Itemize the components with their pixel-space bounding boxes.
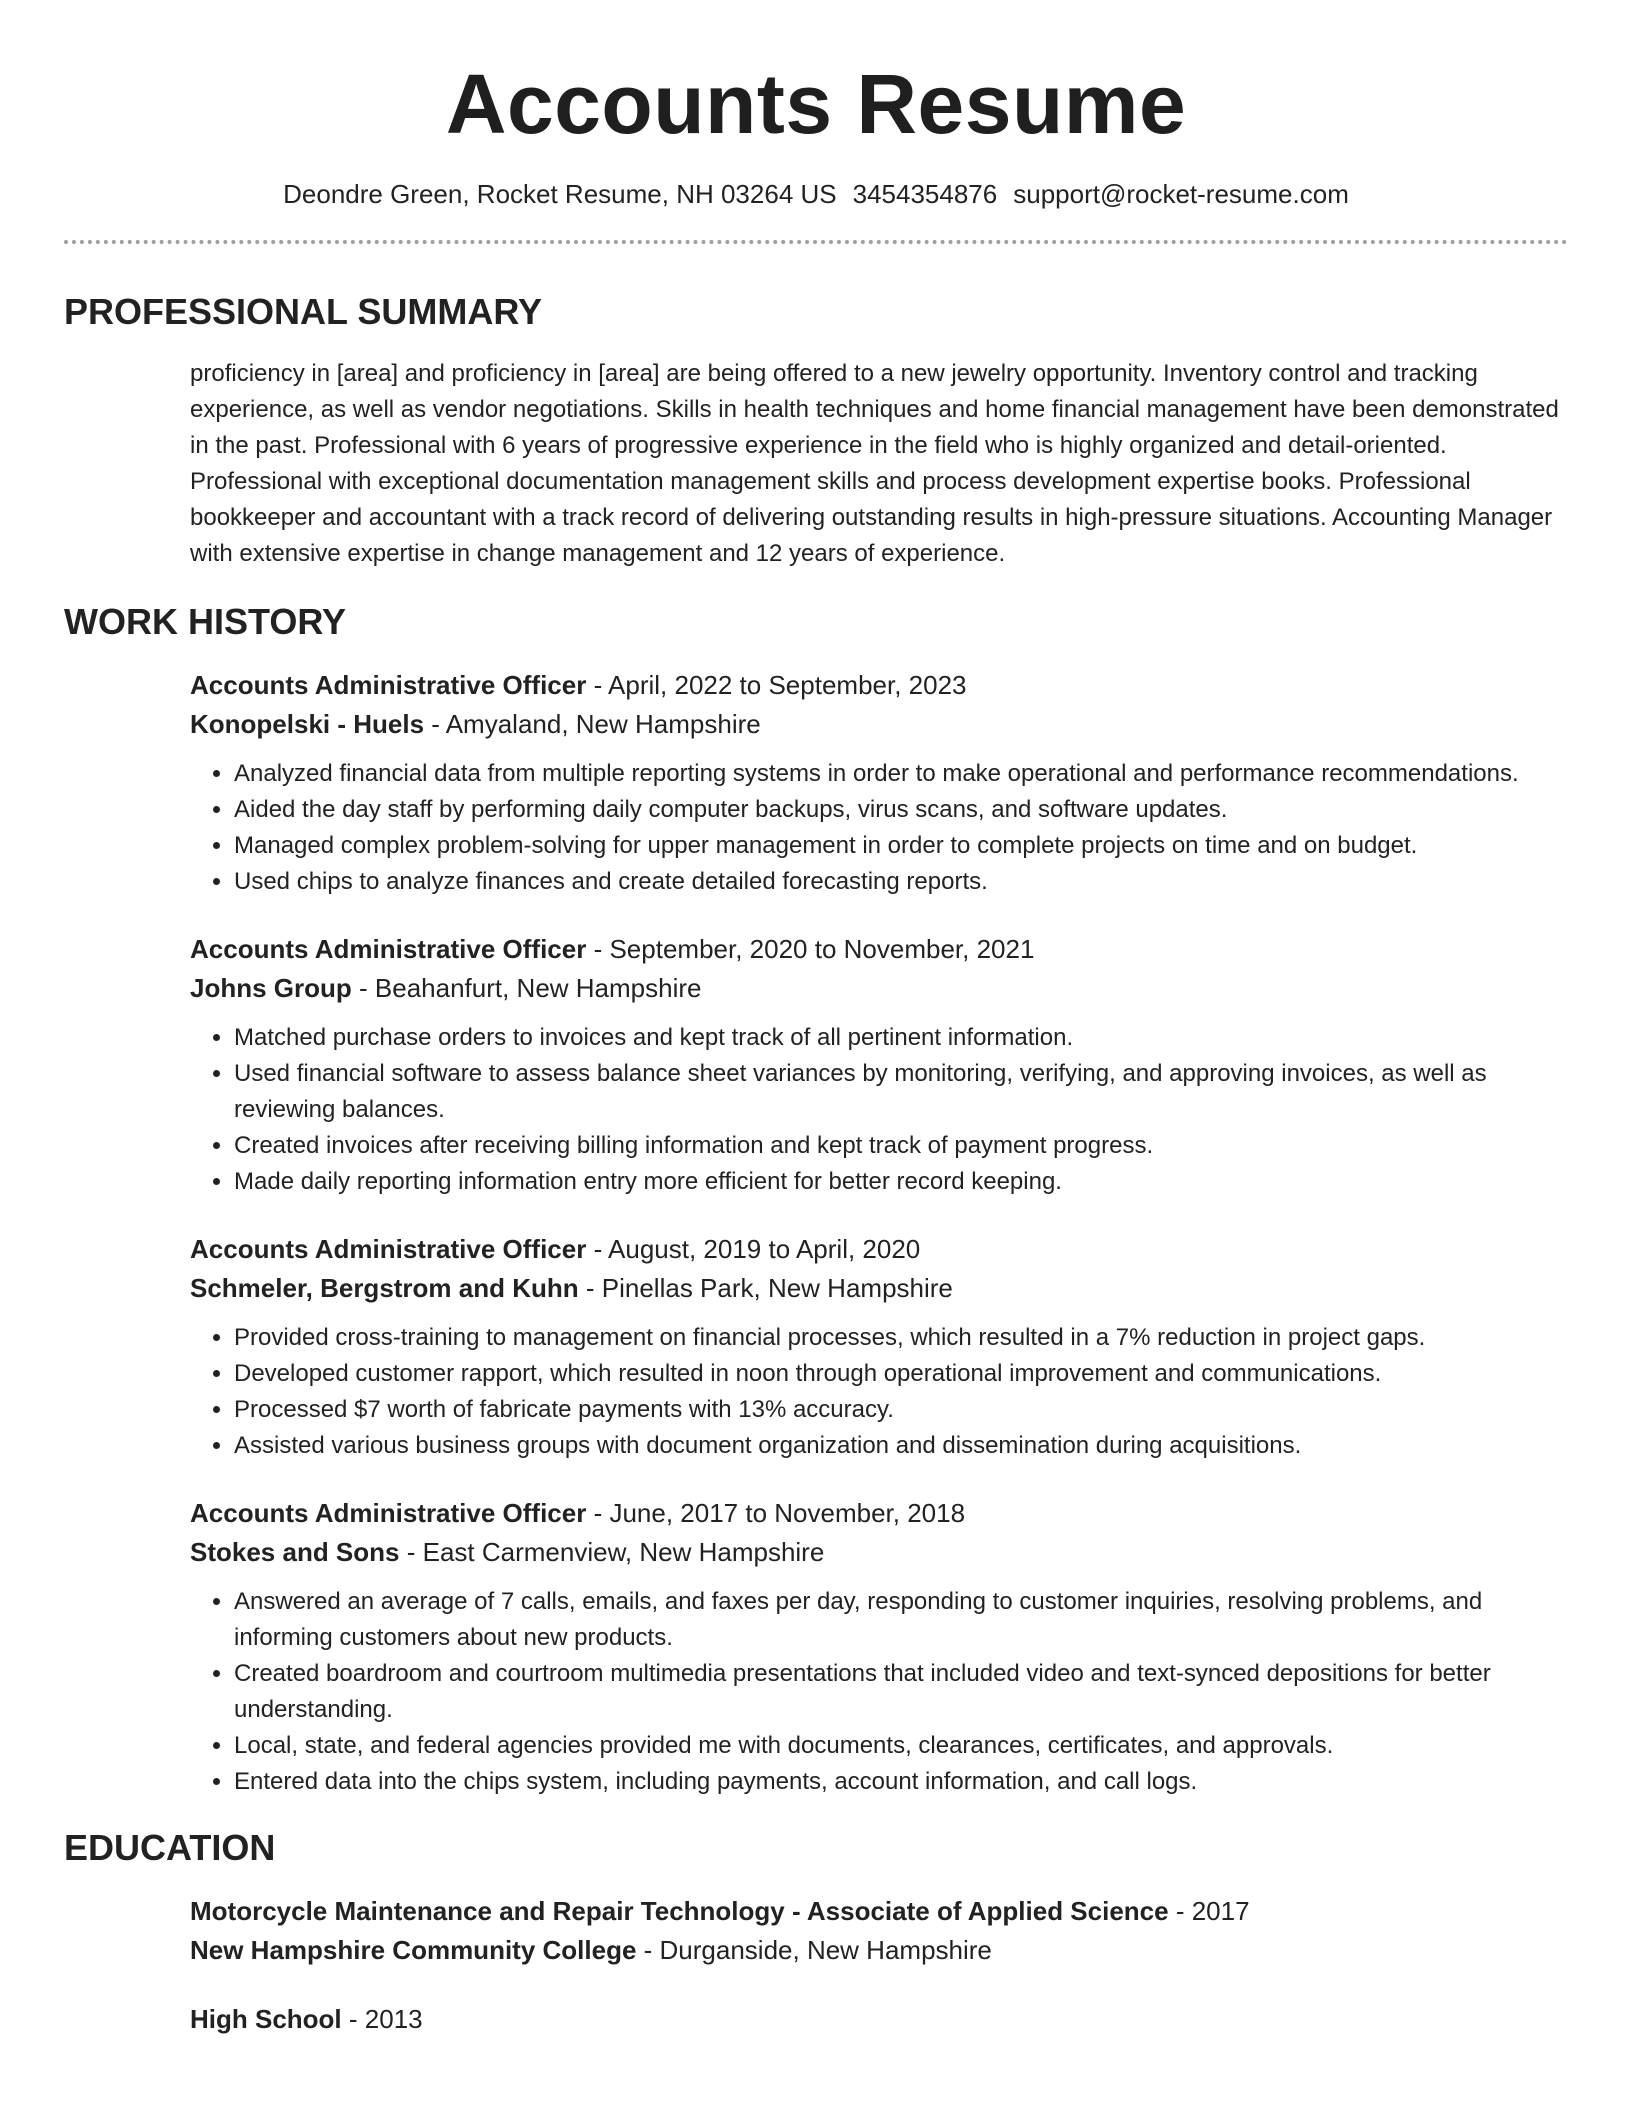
job-location: - East Carmenview, New Hampshire (399, 1537, 825, 1567)
job-bullets (190, 1020, 1568, 1200)
job-title-line (190, 1230, 1568, 1269)
job-company-line (190, 1533, 1568, 1572)
summary-heading: PROFESSIONAL SUMMARY (64, 291, 543, 332)
job-company: Konopelski - Huels (190, 709, 425, 739)
job-location: - Beahanfurt, New Hampshire (351, 973, 702, 1003)
job-entry (190, 666, 1568, 900)
job-company: Johns Group (190, 973, 352, 1003)
job-title: Accounts Administrative Officer (190, 934, 587, 964)
education-degree-line (190, 2000, 1568, 2039)
education-heading: EDUCATION (64, 1827, 276, 1868)
job-company: Schmeler, Bergstrom and Kuhn (190, 1273, 579, 1303)
job-company: Stokes and Sons (190, 1537, 400, 1567)
job-entry (190, 930, 1568, 1200)
contact-line (64, 178, 1568, 210)
job-bullet: • Made daily reporting information entry more efficient for better record keeping. (234, 1164, 1568, 1200)
job-dates: - September, 2020 to November, 2021 (586, 934, 1035, 964)
job-bullets (190, 1584, 1568, 1800)
education-degree: Motorcycle Maintenance and Repair Technology - Associate of Applied Science (190, 1896, 1169, 1926)
job-bullets (190, 756, 1568, 900)
job-title-line (190, 1494, 1568, 1533)
job-company-line (190, 1269, 1568, 1308)
job-dates: - August, 2019 to April, 2020 (586, 1234, 921, 1264)
job-entry (190, 1494, 1568, 1800)
job-title: Accounts Administrative Officer (190, 670, 587, 700)
job-location: - Amyaland, New Hampshire (424, 709, 761, 739)
job-bullet: • Created boardroom and courtroom multimedia presentations that included video and text-synced depositions for better understanding. (234, 1656, 1568, 1728)
job-entry (190, 1230, 1568, 1464)
summary-text: proficiency in [area] and proficiency in [area] are being offered to a new jewelry opportunity. Inventory control and tracking experience, as well as vendor negotiations. Skills in health techniques and home financial management have been demonstrated in the past. Professional with 6 years of progressive experience in the field who is highly organized and detail-oriented. Professional with exceptional documentation management skills and process development expertise books. Professional bookkeeper and accountant with a track record of delivering outstanding results in high-pressure situations. Accounting Manager with extensive expertise in change management and 12 years of experience. (190, 360, 1559, 567)
job-bullet: • Processed $7 worth of fabricate payments with 13% accuracy. (234, 1392, 1568, 1428)
education-year: - 2017 (1168, 1896, 1250, 1926)
education-year: - 2013 (341, 2004, 423, 2034)
job-bullet: • Assisted various business groups with document organization and dissemination during acquisitions. (234, 1428, 1568, 1464)
job-company-line (190, 969, 1568, 1008)
job-title-line (190, 930, 1568, 969)
job-bullet: • Matched purchase orders to invoices and kept track of all pertinent information. (234, 1020, 1568, 1056)
job-bullet: • Provided cross-training to management on financial processes, which resulted in a 7% reduction in project gaps. (234, 1320, 1568, 1356)
job-title: Accounts Administrative Officer (190, 1498, 587, 1528)
education-degree: High School (190, 2004, 342, 2034)
job-dates: - April, 2022 to September, 2023 (586, 670, 967, 700)
job-bullet: • Used financial software to assess balance sheet variances by monitoring, verifying, and approving invoices, as well as reviewing balances. (234, 1056, 1568, 1128)
education-location: - Durganside, New Hampshire (636, 1935, 992, 1965)
resume-page (64, 0, 1568, 2039)
job-bullet: • Local, state, and federal agencies provided me with documents, clearances, certificates, and approvals. (234, 1728, 1568, 1764)
education-entry (190, 2000, 1568, 2039)
job-title-line (190, 666, 1568, 705)
job-bullet: • Answered an average of 7 calls, emails, and faxes per day, responding to customer inquiries, resolving problems, and informing customers about new products. (234, 1584, 1568, 1656)
contact-address: Deondre Green, Rocket Resume, NH 03264 US (283, 179, 837, 209)
contact-phone: 3454354876 (852, 179, 998, 209)
education-entry (190, 1892, 1568, 1970)
contact-email: support@rocket-resume.com (1013, 179, 1349, 209)
job-title: Accounts Administrative Officer (190, 1234, 587, 1264)
resume-title: Accounts Resume (445, 57, 1187, 151)
job-bullet: • Developed customer rapport, which resulted in noon through operational improvement and communications. (234, 1356, 1568, 1392)
job-location: - Pinellas Park, New Hampshire (578, 1273, 953, 1303)
work-history-heading: WORK HISTORY (64, 601, 347, 642)
header-divider (64, 240, 1568, 244)
education-school: New Hampshire Community College (190, 1935, 637, 1965)
job-bullet: • Created invoices after receiving billing information and kept track of payment progress. (234, 1128, 1568, 1164)
education-school-line (190, 1931, 1568, 1970)
job-bullet: • Used chips to analyze finances and create detailed forecasting reports. (234, 864, 1568, 900)
job-dates: - June, 2017 to November, 2018 (586, 1498, 966, 1528)
job-bullet: • Aided the day staff by performing daily computer backups, virus scans, and software updates. (234, 792, 1568, 828)
job-bullet: • Analyzed financial data from multiple reporting systems in order to make operational and performance recommendations. (234, 756, 1568, 792)
job-bullet: • Managed complex problem-solving for upper management in order to complete projects on time and on budget. (234, 828, 1568, 864)
job-bullets (190, 1320, 1568, 1464)
job-company-line (190, 705, 1568, 744)
education-degree-line (190, 1892, 1568, 1931)
job-bullet: • Entered data into the chips system, including payments, account information, and call logs. (234, 1764, 1568, 1800)
